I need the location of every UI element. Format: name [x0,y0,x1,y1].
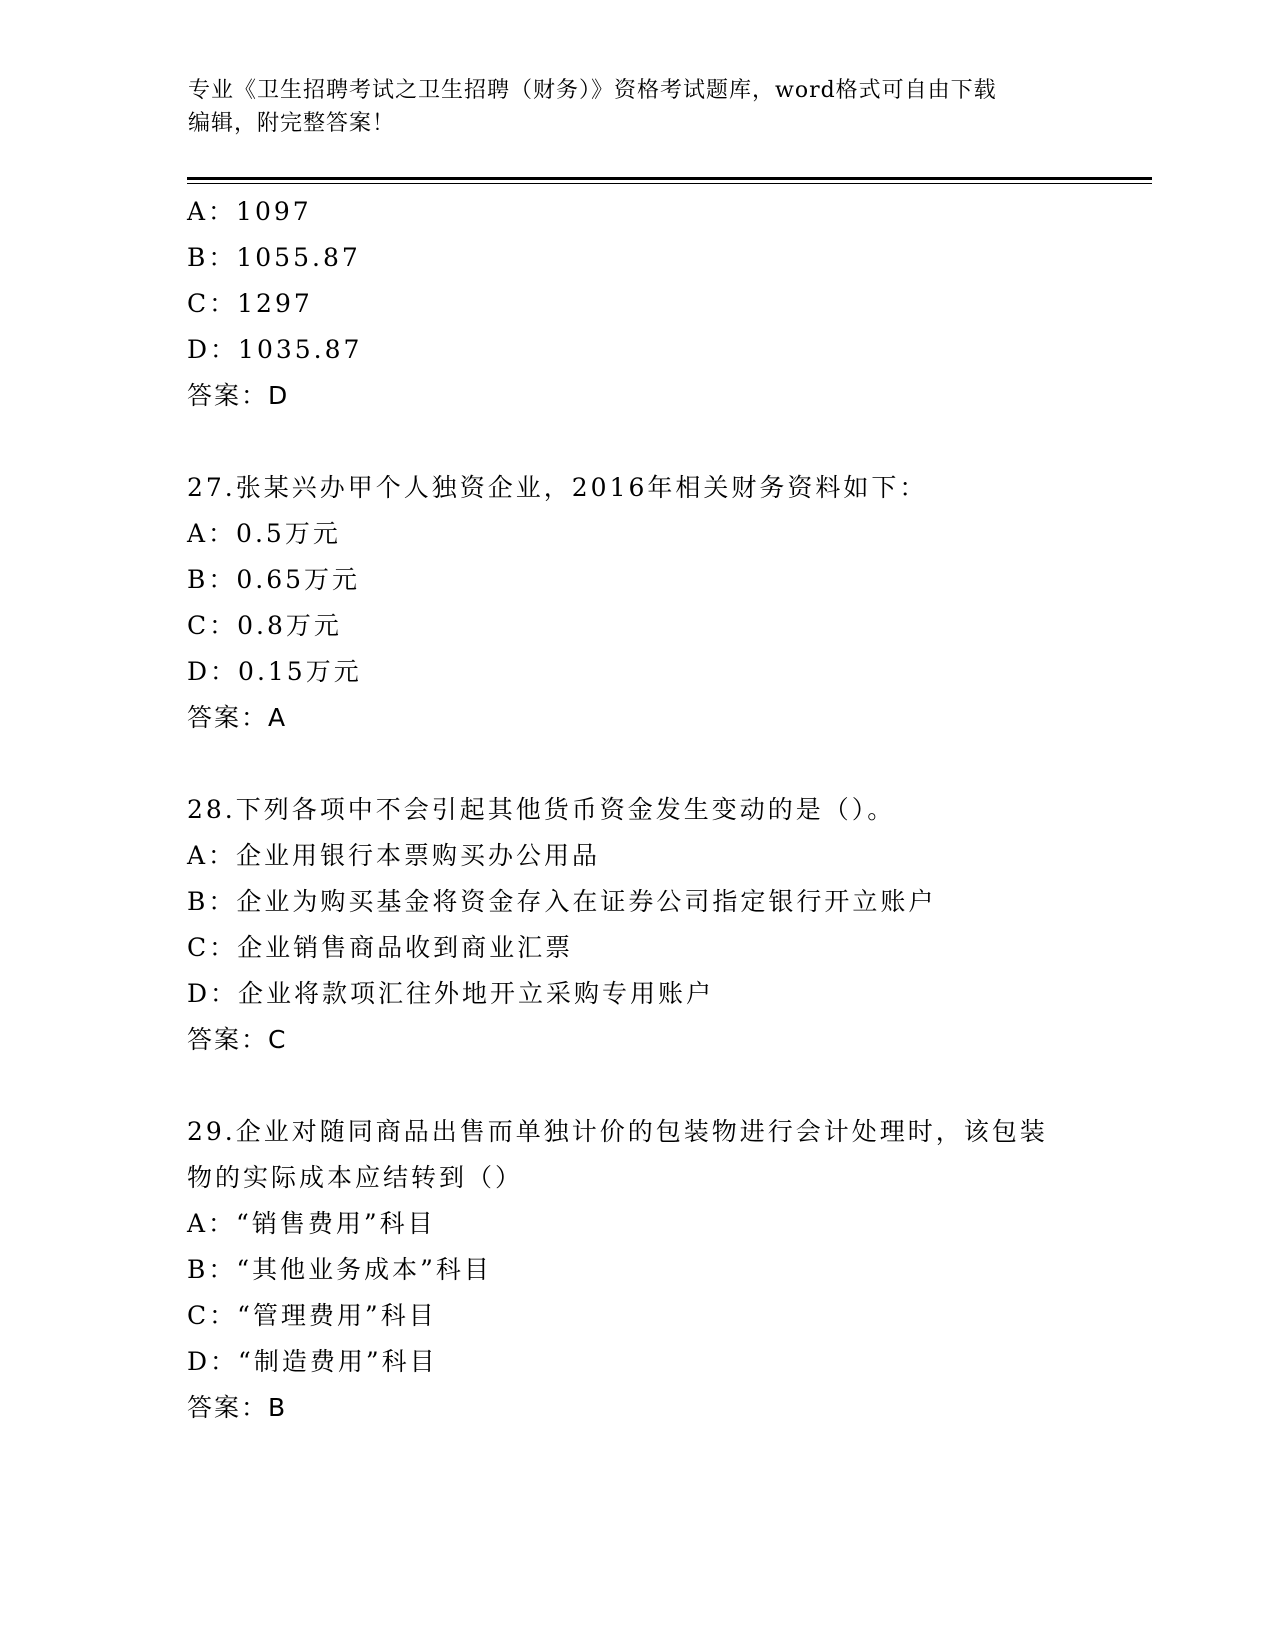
question-29 [187,1109,1087,1431]
question-list [187,189,1087,1431]
header-line-2: 编辑，附完整答案！ [188,111,396,136]
header-divider-thick [187,177,1152,180]
answer-line: 答案：B [187,1393,288,1422]
option-c: C：“管理费用”科目 [187,1301,437,1330]
option-d: D：“制造费用”科目 [187,1347,438,1376]
option-a: A：企业用银行本票购买办公用品 [187,841,601,870]
spacer [187,1063,1087,1109]
question-stem-line-2: 物的实际成本应结转到（） [187,1163,524,1192]
option-b: B：“其他业务成本”科目 [187,1255,492,1284]
option-b: B：企业为购买基金将资金存入在证券公司指定银行开立账户 [187,887,937,916]
answer-line: 答案：A [187,703,288,732]
option-a: A：1097 [187,197,312,226]
option-c: C：1297 [187,289,313,318]
answer-line: 答案：C [187,1025,288,1054]
header-line-1: 专业《卫生招聘考试之卫生招聘（财务）》资格考试题库，word格式可自由下载 [188,78,997,103]
question-27 [187,465,1087,741]
option-a: A：0.5万元 [187,519,341,548]
question-stem: 27.张某兴办甲个人独资企业，2016年相关财务资料如下： [187,473,928,502]
question-stem-line-1: 29.企业对随同商品出售而单独计价的包装物进行会计处理时，该包装 [187,1117,1048,1146]
spacer [187,741,1087,787]
option-d: D：企业将款项汇往外地开立采购专用账户 [187,979,715,1008]
question-26 [187,189,1087,419]
header-divider-thin [187,183,1152,184]
page-header [188,74,1068,140]
option-d: D：1035.87 [187,335,363,364]
option-b: B：1055.87 [187,243,361,272]
spacer [187,419,1087,465]
option-a: A：“销售费用”科目 [187,1209,436,1238]
option-d: D：0.15万元 [187,657,362,686]
option-c: C：企业销售商品收到商业汇票 [187,933,574,962]
option-b: B：0.65万元 [187,565,361,594]
question-28 [187,787,1087,1063]
answer-line: 答案：D [187,381,290,410]
option-c: C：0.8万元 [187,611,342,640]
question-stem: 28.下列各项中不会引起其他货币资金发生变动的是（）。 [187,795,896,824]
